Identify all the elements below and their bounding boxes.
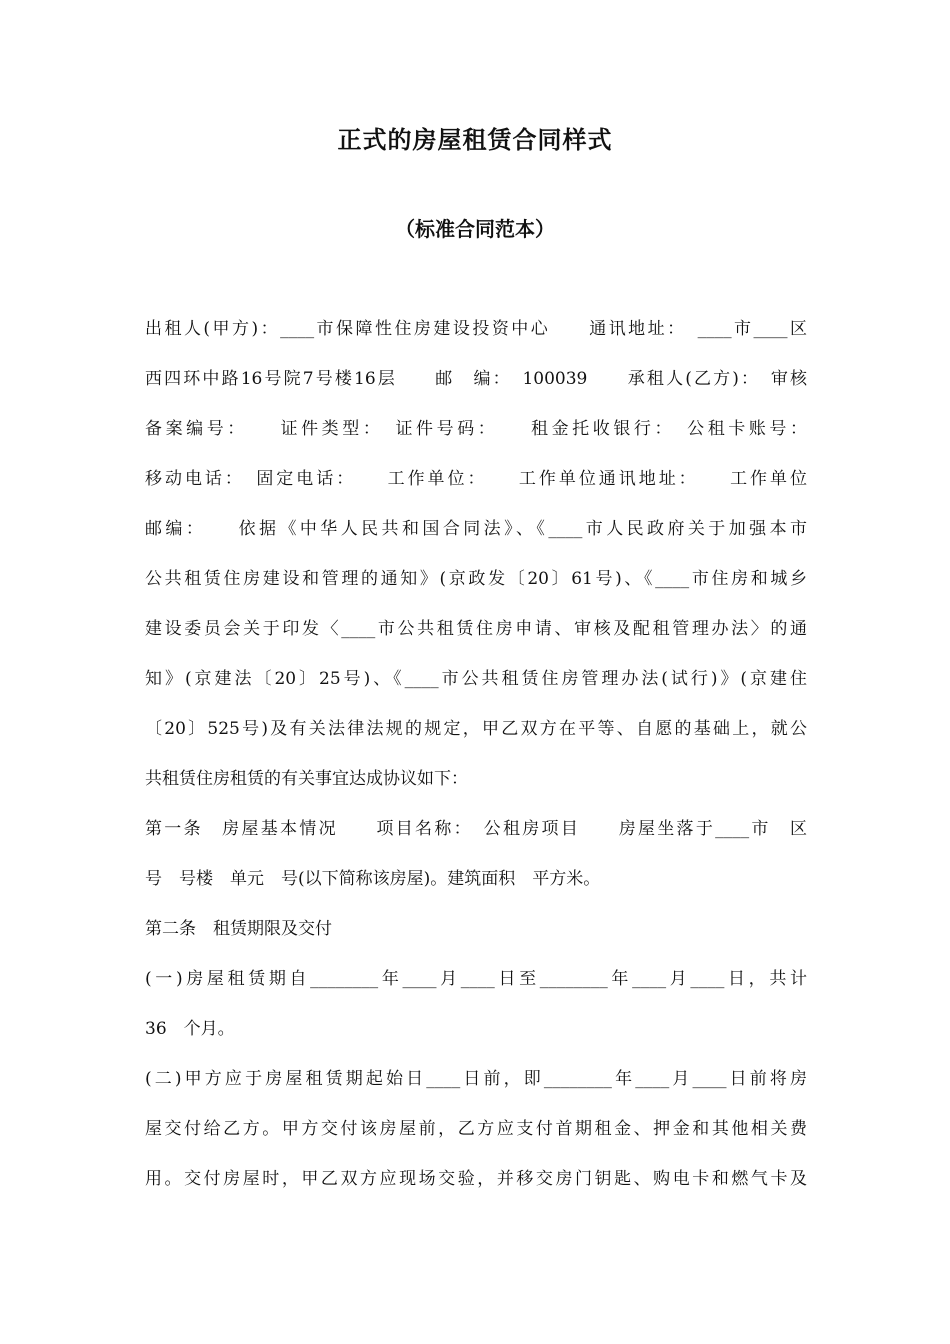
text-line: 共租赁住房租赁的有关事宜达成协议如下： [145,769,468,789]
text-line: 知》(京建法〔20〕25号)、《____市公共租赁住房管理办法(试行)》(京建住 [145,669,807,689]
text-line: 邮编： 依据《中华人民共和国合同法》、《____市人民政府关于加强本市 [145,519,807,539]
text-line: 第一条 房屋基本情况 项目名称： 公租房项目 房屋坐落于____市 区 [145,819,807,839]
text-line: 移动电话： 固定电话： 工作单位： 工作单位通讯地址： 工作单位 [145,469,807,489]
text-line: 第二条 租赁期限及交付 [145,919,332,939]
text-line: 36 个月。 [145,1019,235,1039]
text-line: 屋交付给乙方。甲方交付该房屋前，乙方应支付首期租金、押金和其他相关费 [145,1119,807,1139]
text-line: 西四环中路16号院7号楼16层 邮 编： 100039 承租人(乙方)： 审核 [145,369,807,389]
text-line: 号 号楼 单元 号(以下简称该房屋)。建筑面积 平方米。 [145,869,601,889]
text-line: (二)甲方应于房屋租赁期起始日____日前，即________年____月____日前将房 [145,1069,807,1089]
document-title: 正式的房屋租赁合同样式 [337,126,613,154]
text-line: 出租人(甲方)：____市保障性住房建设投资中心 通讯地址： ____市____区 [145,319,807,339]
text-line: 备案编号： 证件类型： 证件号码： 租金托收银行： 公租卡账号： [145,419,807,439]
text-line: 〔20〕525号)及有关法律法规的规定，甲乙双方在平等、自愿的基础上，就公 [145,719,807,739]
text-line: 用。交付房屋时，甲乙双方应现场交验，并移交房门钥匙、购电卡和燃气卡及 [145,1169,807,1189]
text-line: 公共租赁住房建设和管理的通知》(京政发〔20〕61号)、《____市住房和城乡 [145,569,807,589]
text-line: (一)房屋租赁期自________年____月____日至________年____月____日，共计 [145,969,807,989]
contract-body [145,312,807,1212]
text-line: 建设委员会关于印发〈____市公共租赁住房申请、审核及配租管理办法〉的通 [145,619,807,639]
document-subtitle: （标准合同范本） [395,217,555,241]
